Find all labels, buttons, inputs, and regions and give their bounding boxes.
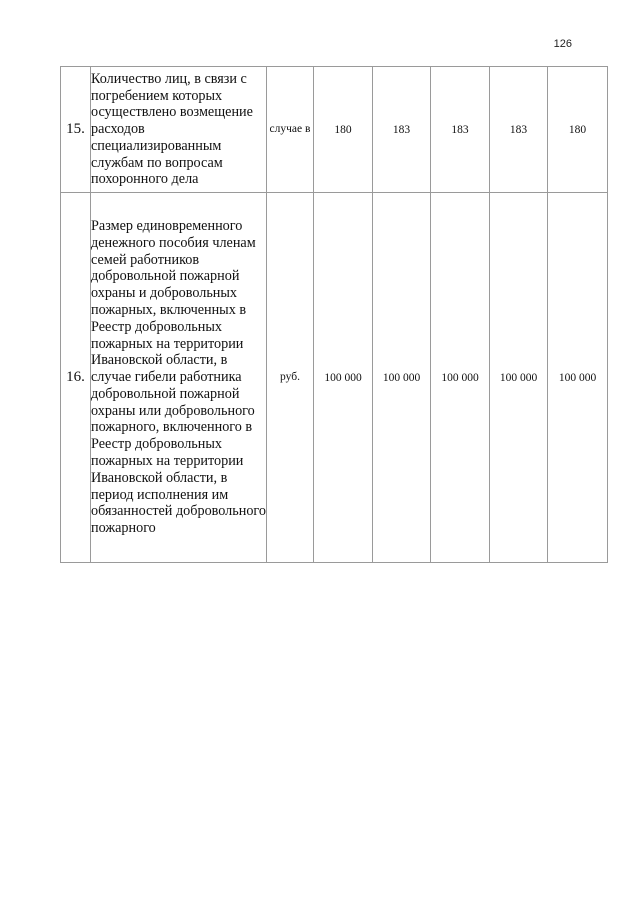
row-value: 183 [431, 67, 490, 193]
row-value: 183 [373, 67, 431, 193]
row-value: 180 [314, 67, 373, 193]
row-value: 180 [548, 67, 608, 193]
row-value: 100 000 [431, 193, 490, 563]
row-number: 15. [61, 67, 91, 193]
row-description: Размер единовременного денежного пособия членам семей работников добровольной пожарной охраны и добровольных пожарных, включенных в Реестр добровольных пожарных на территории Ивановской области, в случае гибели работника добровольной пожарной охраны или добровольного пожарного, включенного в Реестр добровольных пожарных на территории Ивановской области, в период исполнения им обязанностей добровольного пожарного [91, 193, 267, 563]
table-row [61, 193, 608, 563]
page-number: 126 [553, 38, 572, 50]
row-value: 100 000 [314, 193, 373, 563]
row-number: 16. [61, 193, 91, 563]
row-value: 183 [490, 67, 548, 193]
row-value: 100 000 [373, 193, 431, 563]
table-row [61, 67, 608, 193]
row-unit: случае в [267, 67, 314, 193]
row-value: 100 000 [490, 193, 548, 563]
row-value: 100 000 [548, 193, 608, 563]
row-description: Количество лиц, в связи с погребением которых осуществлено возмещение расходов специализированным службам по вопросам похоронного дела [91, 67, 267, 193]
indicator-table [60, 66, 608, 563]
row-unit: руб. [267, 193, 314, 563]
